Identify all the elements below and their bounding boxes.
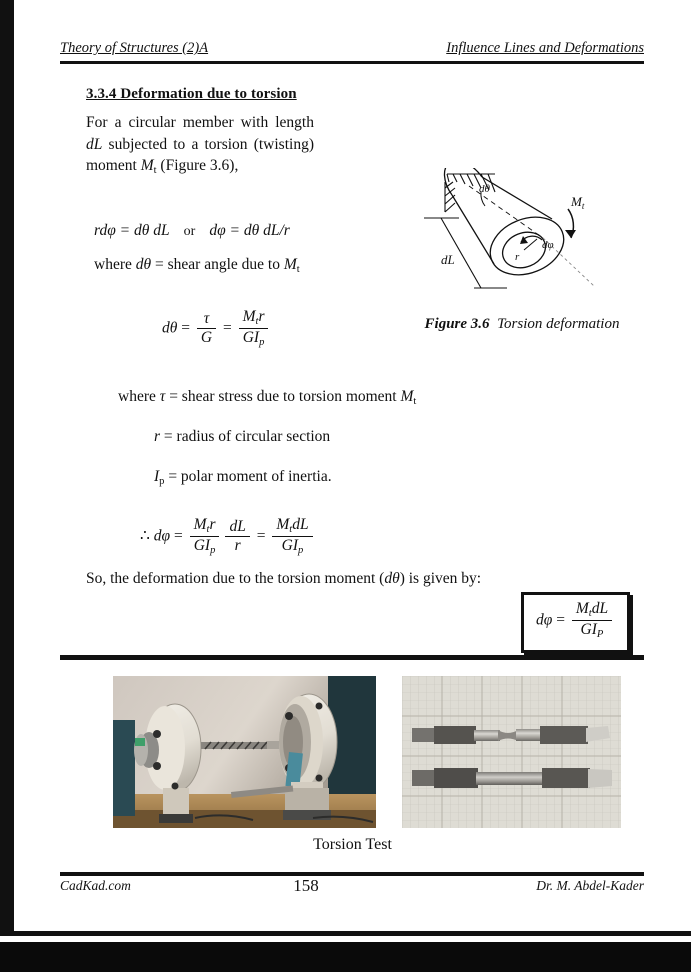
eq1-dL: dL [149,222,170,239]
eq3-lhs: dφ [153,527,171,545]
intro-text-3: (Figure 3.6), [156,157,239,174]
header-chapter-title: Influence Lines and Deformations [446,40,644,56]
boxed-M: M [575,600,589,617]
section-divider-rule [60,655,644,660]
where-dtheta-text: = shear angle due to [151,256,284,273]
eq2-f2-r: r [258,308,265,325]
figure-caption-number: Figure 3.6 [424,316,490,332]
where-tau-line [118,388,416,407]
where-dtheta-M: M [283,256,297,273]
eq1-dphi: dφ [99,222,116,239]
eq1-r: r [94,222,100,239]
eq2-f2-denominator [239,329,269,350]
eq2-f2-numerator [239,308,269,329]
scan-edge-left [0,0,14,936]
figure-label-dtheta: dθ [479,183,490,195]
footer-page-number: 158 [293,876,319,895]
where-tau-M-sub: t [413,395,417,407]
eq3-f2-denominator: r [234,537,241,555]
equation-dtheta [162,308,271,350]
eq3-f3-M: M [276,516,290,533]
eq2-equals-2: = [219,319,236,337]
eq3-f1-r: r [209,516,216,533]
eq3-equals-1: = [170,527,187,545]
eq3-fraction-dL-over-r [225,518,249,556]
footer-author: Dr. M. Abdel-Kader [536,878,644,893]
eq3-fraction-MtdL-over-GIp [272,516,312,558]
where-dtheta-line [94,256,300,275]
eq3-f2-numerator: dL [225,518,249,537]
boxed-numerator [572,600,612,621]
eq2-f2-M-sub: t [255,315,259,327]
eq3-f1-denominator [190,537,220,558]
header-rule [60,61,644,64]
eq3-f3-GI-sub: p [298,545,304,557]
intro-text-1: For a circular member with length [86,114,314,131]
equation-derivation [140,516,316,558]
where-r-symbol: r [154,428,161,445]
intro-text-2: subjected to a torsion (twisting) moment [86,135,314,174]
figure-label-dL: dL [441,252,455,267]
intro-symbol-M: M [140,157,154,174]
where-Ip-line [154,468,332,487]
eq1-right-dphi: dφ [209,222,226,239]
cylinder-body [444,168,572,285]
eq2-fraction-tau-over-G [197,310,216,348]
where-Ip-symbol: I [154,468,160,485]
eq3-equals-2: = [252,527,270,545]
so-symbol-dtheta: dθ [384,570,400,587]
eq3-f1-numerator [190,516,220,537]
scan-edge-bottom [0,942,691,972]
footer-site: CadKad.com [60,878,131,893]
eq2-f1-numerator: τ [197,310,216,329]
so-text-1: So, the deformation due to the torsion moment ( [86,570,385,587]
photo-torsion-machine [113,676,376,828]
photo-specimens [402,676,621,828]
eq2-f2-GI: GI [242,329,260,347]
where-Ip-sub: p [159,475,165,487]
figure-svg [419,168,619,308]
figure-torsion-deformation [419,168,619,308]
photo-specimens-svg [402,676,621,828]
boxed-M-sub: t [588,607,592,619]
boxed-denominator [572,621,612,642]
eq2-fraction-Mtr-over-GIp [239,308,269,350]
where-dtheta-symbol: dθ [135,256,152,273]
eq3-f1-GI: GI [193,537,211,555]
so-text-2: ) is given by: [399,570,482,587]
eq2-f1-denominator: G [200,329,213,347]
eq3-f1-M: M [193,516,207,533]
boxed-GI: GI [580,621,597,639]
moment-arrowhead [565,230,576,238]
eq3-f3-GI: GI [281,537,299,555]
where-tau-text: = shear stress due to torsion moment [165,388,401,405]
eq2-lhs: dθ [162,319,178,337]
section-heading: 3.3.4 Deformation due to torsion [86,86,297,102]
eq3-f3-dL: dL [292,516,309,533]
where-r-line [154,428,330,446]
figure-caption-text: Torsion deformation [497,316,620,332]
photo-torsion-machine-svg [113,676,376,828]
boxed-GI-sub: P [596,629,604,641]
eq2-f2-M: M [242,308,256,325]
dL-dimension [424,218,507,288]
where-dtheta-M-sub: t [296,263,300,275]
figure-label-Mt: $M_t$ [571,194,585,211]
eq1-dtheta: dθ [134,222,150,239]
eq1-right-dtheta: dθ [243,222,260,239]
photo-row [113,676,621,828]
intro-symbol-dL: dL [86,135,103,153]
where-Ip-text: = polar moment of inertia. [164,468,332,485]
boxed-fraction [572,600,612,642]
page-header [60,40,644,57]
eq3-fraction-Mtr-over-GIp [190,516,220,558]
equation-1 [94,222,290,240]
eq3-f1-GI-sub: p [210,545,216,557]
eq1-right-rest: dL/r [259,222,290,239]
boxed-result-equation [521,592,630,653]
header-course-title: Theory of Structures (2)A [60,40,209,56]
eq3-f3-numerator [272,516,312,537]
where-r-text: = radius of circular section [160,428,331,445]
intro-paragraph [86,112,314,181]
photos-caption: Torsion Test [313,836,392,853]
boxed-lhs: dφ [536,611,553,629]
figure-label-r: r [515,251,520,263]
where-tau-prefix: where [118,388,160,405]
eq3-therefore: ∴ [140,527,150,545]
boxed-equals: = [552,611,569,629]
where-tau-M: M [400,388,414,405]
where-tau-symbol: τ [159,388,166,405]
eq1-or: or [183,224,196,239]
document-page [14,0,691,936]
eq2-f2-GI-sub: p [259,337,265,349]
eq3-f1-M-sub: t [206,523,210,535]
conclusion-sentence [86,570,481,588]
eq1-right-equals: = [225,222,244,239]
eq3-f3-M-sub: t [289,523,293,535]
boxed-dL: dL [591,600,609,617]
where-dtheta-prefix: where [94,256,136,273]
figure-label-dphi: dφ [542,239,554,251]
eq3-f3-denominator [272,537,312,558]
eq2-equals-1: = [177,319,194,337]
intro-symbol-M-sub: t [153,164,157,176]
eq1-equals: = [115,222,135,239]
figure-caption [387,316,657,333]
